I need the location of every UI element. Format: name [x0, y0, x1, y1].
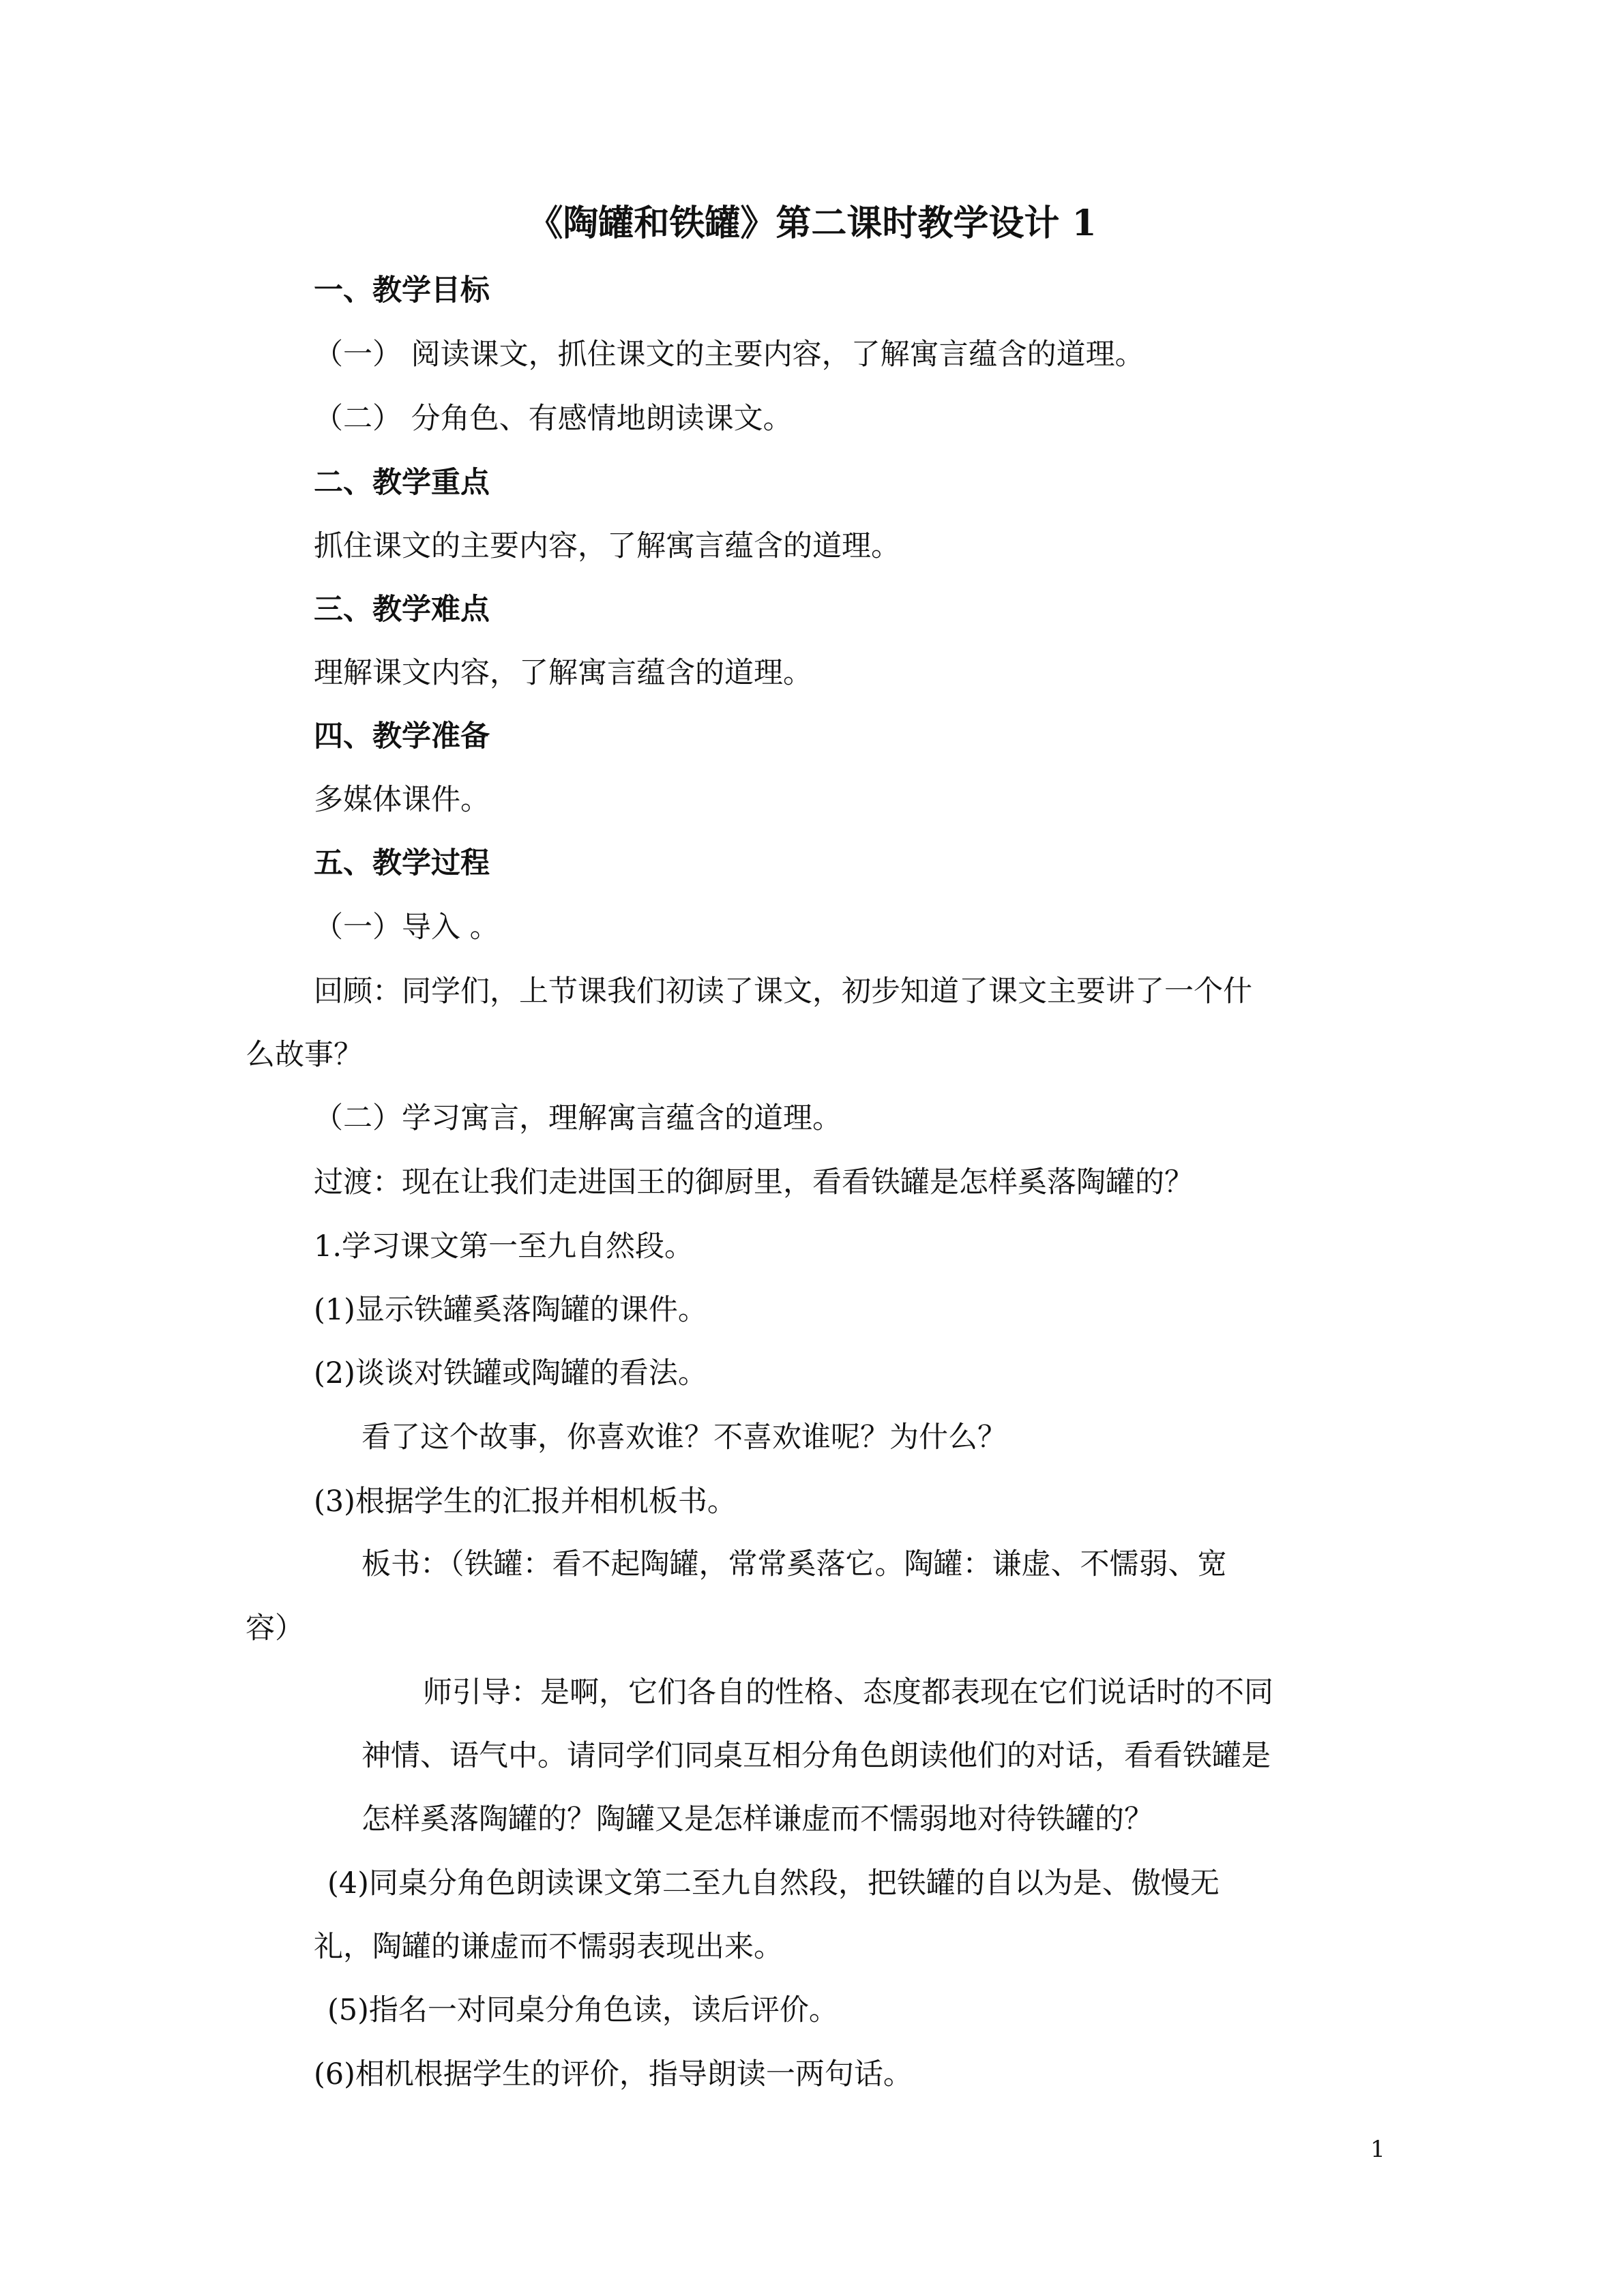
study-subitem-3: (3)根据学生的汇报并相机板书。: [314, 1485, 737, 1519]
section-heading-process: 五、教学过程: [314, 846, 490, 880]
board-writing-line-2: 容）: [246, 1611, 304, 1645]
study-subitem-4-line-1: (4)同桌分角色朗读课文第二至九自然段，把铁罐的自以为是、傲慢无: [327, 1866, 1220, 1900]
document-title: 《陶罐和铁罐》第二课时教学设计 1: [527, 203, 1097, 244]
study-subitem-6: (6)相机根据学生的评价，指导朗读一两句话。: [314, 2057, 913, 2091]
board-writing-line-1: 板书：（铁罐：看不起陶罐，常常奚落它。陶罐：谦虚、不懦弱、宽: [361, 1547, 1227, 1581]
key-points-text: 抓住课文的主要内容，了解寓言蕴含的道理。: [314, 529, 900, 563]
objective-2: （二） 分角色、有感情地朗读课文。: [314, 402, 793, 436]
study-subitem-1: (1)显示铁罐奚落陶罐的课件。: [314, 1293, 707, 1327]
study-subitem-4-line-2: 礼，陶罐的谦虚而不懦弱表现出来。: [314, 1930, 783, 1964]
study-subitem-5: (5)指名一对同桌分角色读，读后评价。: [327, 1993, 838, 2027]
section-heading-objectives: 一、教学目标: [314, 273, 490, 308]
process-step-learn: （二）学习寓言，理解寓言蕴含的道理。: [314, 1101, 842, 1135]
study-question: 看了这个故事，你喜欢谁？不喜欢谁呢？为什么？: [361, 1420, 1007, 1455]
process-step-intro: （一）导入 。: [314, 910, 499, 944]
section-heading-preparation: 四、教学准备: [314, 719, 490, 754]
transition-paragraph: 过渡：现在让我们走进国王的御厨里，看看铁罐是怎样奚落陶罐的？: [314, 1165, 1194, 1199]
study-subitem-2: (2)谈谈对铁罐或陶罐的看法。: [314, 1356, 707, 1390]
study-item-1: 1.学习课文第一至九自然段。: [314, 1229, 694, 1264]
objective-1: （一） 阅读课文，抓住课文的主要内容，了解寓言蕴含的道理。: [314, 338, 1145, 372]
teacher-guidance-line-3: 怎样奚落陶罐的？陶罐又是怎样谦虚而不懦弱地对待铁罐的？: [361, 1802, 1153, 1836]
page-number: 1: [1370, 2136, 1385, 2163]
section-heading-difficulties: 三、教学难点: [314, 593, 490, 627]
preparation-text: 多媒体课件。: [314, 783, 490, 817]
teacher-guidance-line-2: 神情、语气中。请同学们同桌互相分角色朗读他们的对话，看看铁罐是: [361, 1739, 1271, 1773]
difficulties-text: 理解课文内容，了解寓言蕴含的道理。: [314, 656, 812, 690]
section-heading-key-points: 二、教学重点: [314, 466, 490, 500]
review-paragraph-line-1: 回顾：同学们，上节课我们初读了课文，初步知道了课文主要讲了一个什: [314, 974, 1252, 1009]
teacher-guidance-line-1: 师引导：是啊，它们各自的性格、态度都表现在它们说话时的不同: [423, 1675, 1273, 1710]
review-paragraph-line-2: 么故事？: [246, 1038, 363, 1072]
